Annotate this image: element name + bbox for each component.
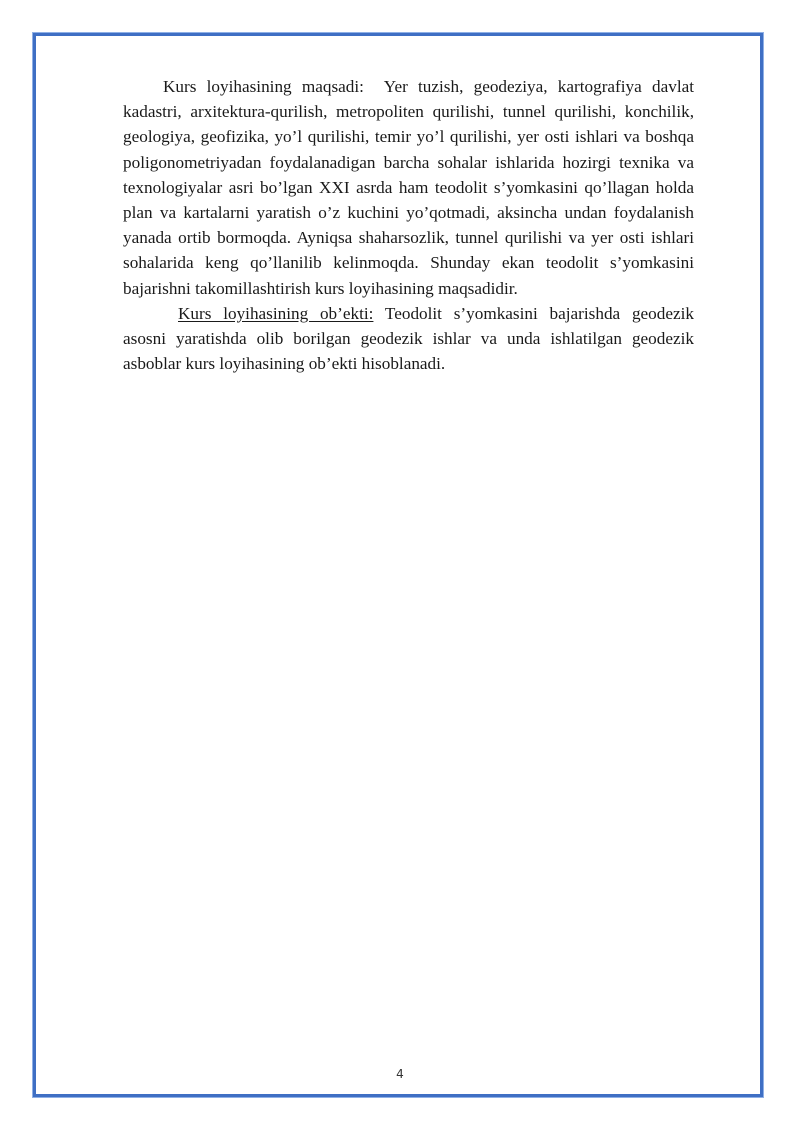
page-number: 4 (396, 1067, 404, 1081)
object-text: Teodolit s’yomkasini bajarishda geodezik asosni yaratishda olib borilgan geodezik ishlar va unda ishlatilgan geodezik asboblar kurs loyihasining ob’ekti hisoblanadi. (123, 303, 694, 374)
object-heading: Kurs loyihasining ob’ekti: (178, 303, 374, 323)
document-body (123, 74, 694, 376)
paragraph-goal (123, 74, 694, 301)
goal-text: Yer tuzish, geodeziya, kartografiya davlat kadastri, arxitektura-qurilish, metropoliten qurilishi, tunnel qurilishi, konchilik, geologiya, geofizika, yo’l qurilishi, temir yo’l qurilishi, yer osti ishlari va boshqa poligonometriyadan foydalanadigan barcha sohalar ishlarida hozirgi texnika va texnologiyalar asri bo’lgan XXI asrda ham teodolit s’yomkasini qo’llagan holda plan va kartalarni yaratish o’z kuchini yo’qotmadi, aksincha undan foydalanish yanada ortib bormoqda. Ayniqsa shaharsozlik, tunnel qurilishi va yer osti ishlari sohalarida keng qo’llanilib kelinmoqda. Shunday ekan teodolit s’yomkasini bajarishni takomillashtirish kurs loyihasining maqsadidir. (123, 77, 694, 298)
goal-heading: Kurs loyihasining maqsadi: (163, 77, 364, 96)
paragraph-object (123, 301, 694, 377)
